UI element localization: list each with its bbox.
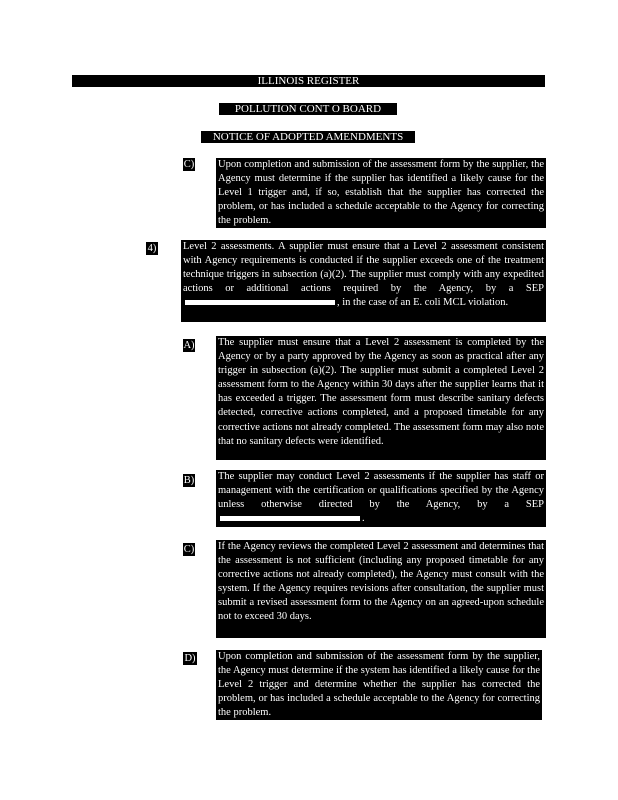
notice-header: NOTICE OF ADOPTED AMENDMENTS bbox=[201, 131, 415, 143]
section-4-text-after: , in the case of an E. coli MCL violation. bbox=[337, 297, 509, 309]
section-c2-paragraph: If the Agency reviews the completed Level 2 assessment and determines that the assessment is not sufficient (including any proposed timetable for any corrective actions not already completed), the Agency must consult with the system. If the Agency requires revisions after consultation, the supplier must submit a revised assessment form to the Agency on an agreed-upon schedule not to exceed 30 days. bbox=[216, 540, 546, 638]
section-c2-label: C) bbox=[183, 544, 195, 555]
section-b-text-before: The supplier may conduct Level 2 assessments if the supplier has staff or management with the certification or qualifications specified by the Agency unless otherwise directed by the Agency, by a SEP bbox=[218, 471, 544, 511]
section-a-label: A) bbox=[183, 340, 195, 351]
section-d-paragraph: Upon completion and submission of the assessment form by the supplier, the Agency must determine if the system has identified a likely cause for the Level 2 trigger and determine whether the supplier has corrected the problem, or has included a schedule acceptable to the Agency for correcting the problem. bbox=[218, 651, 540, 719]
section-4-label: 4) bbox=[147, 243, 157, 254]
section-b-paragraph bbox=[216, 470, 546, 527]
section-c1-paragraph: Upon completion and submission of the assessment form by the supplier, the Agency must determine if the supplier has identified a likely cause for the Level 1 trigger and, if so, establish that the supplier has corrected the problem, or has included a schedule acceptable to the Agency for correcting the problem. bbox=[218, 159, 544, 227]
section-b-label: B) bbox=[183, 475, 195, 486]
register-header: ILLINOIS REGISTER bbox=[72, 75, 545, 87]
section-c1-label: C) bbox=[183, 159, 195, 170]
section-4-paragraph bbox=[181, 240, 546, 322]
section-d-label: D) bbox=[184, 653, 196, 664]
board-header: POLLUTION CONT O BOARD bbox=[219, 103, 397, 115]
section-4-text-before: Level 2 assessments. A supplier must ensure that a Level 2 assessment consistent with Agency requirements is conducted if the supplier exceeds one of the treatment technique triggers in subsection (a)(2). The supplier must comply with any expedited actions or additional actions required by the Agency, by a SEP bbox=[183, 241, 544, 295]
section-a-paragraph: The supplier must ensure that a Level 2 assessment is completed by the Agency or by a party approved by the Agency as soon as practical after any trigger in subsection (a)(2). The supplier must submit a completed Level 2 assessment form to the Agency within 30 days after the supplier learns that it has exceeded a trigger. The assessment form must describe sanitary defects detected, corrective actions completed, and a proposed timetable for any corrective actions not already completed. The assessment form may also note that no sanitary defects were identified. bbox=[216, 336, 546, 460]
section-b-text-after: . bbox=[362, 513, 365, 525]
redaction-mark bbox=[185, 300, 335, 305]
redaction-mark bbox=[220, 516, 360, 521]
